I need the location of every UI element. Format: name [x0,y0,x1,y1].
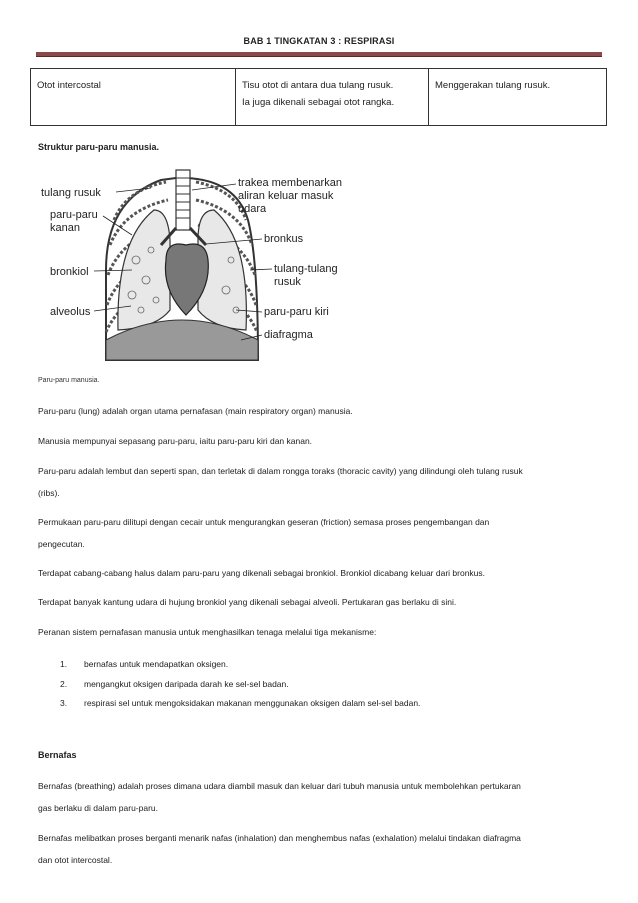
paragraph: Terdapat cabang-cabang halus dalam paru-paru yang dikenali sebagai bronkiol. Bronkiol dicabang keluar dari bronkus. [38,568,486,578]
list-text: mengangkut oksigen daripada darah ke sel-sel badan. [84,679,289,689]
paragraph: Bernafas melibatkan proses berganti menarik nafas (inhalation) dan menghembus nafas (exhalation) melalui tindakan diafragma [38,833,521,843]
paragraph: Manusia mempunyai sepasang paru-paru, iaitu paru-paru kiri dan kanan. [38,436,313,446]
paragraph: pengecutan. [38,539,85,549]
page-header: BAB 1 TINGKATAN 3 : RESPIRASI [243,36,395,46]
list-number: 1. [60,659,68,669]
label-tulang-tulang-rusuk-2: rusuk [274,276,301,288]
lung-diagram [36,160,596,370]
list-item [60,679,289,689]
label-trakea-2: aliran keluar masuk [238,190,334,202]
list-item [60,659,228,669]
section-title-breathing: Bernafas [38,750,77,760]
header-rule [36,52,602,57]
list-item [60,698,420,708]
paragraph: (ribs). [38,488,60,498]
label-diafragma: diafragma [264,329,313,341]
list-number: 3. [60,698,68,708]
paragraph: Bernafas (breathing) adalah proses dimana udara diambil masuk dan keluar dari tubuh manusia untuk membolehkan pertukaran [38,781,521,791]
diagram-caption: Paru-paru manusia. [38,377,100,384]
table-cell-function: Menggerakan tulang rusuk. [429,69,607,126]
paragraph: gas berlaku di dalam paru-paru. [38,803,159,813]
table-cell-part: Otot intercostal [31,69,236,126]
description-line: Ia juga dikenali sebagai otot rangka. [242,97,395,108]
label-bronkus: bronkus [264,233,304,245]
label-tulang-tulang-rusuk: tulang-tulang [274,263,338,275]
label-trakea: trakea membenarkan [238,177,342,189]
paragraph: Terdapat banyak kantung udara di hujung bronkiol yang dikenali sebagai alveoli. Pertukaran gas berlaku di sini. [38,597,457,607]
paragraph: Paru-paru adalah lembut dan seperti span, dan terletak di dalam rongga toraks (thoracic cavity) yang dilindungi oleh tulang rusuk [38,466,523,476]
label-bronkiol: bronkiol [50,266,89,278]
paragraph: Paru-paru (lung) adalah organ utama pernafasan (main respiratory organ) manusia. [38,406,353,416]
respiratory-parts-table [30,68,607,126]
label-paru-paru-kiri: paru-paru kiri [264,306,329,318]
label-paru-paru-kanan-2: kanan [50,222,80,234]
table-row [31,69,607,126]
list-number: 2. [60,679,68,689]
section-title-structure: Struktur paru-paru manusia. [38,142,160,152]
table-cell-description [236,69,429,126]
label-alveolus: alveolus [50,306,91,318]
label-paru-paru-kanan: paru-paru [50,209,98,221]
list-text: respirasi sel untuk mengoksidakan makanan menggunakan oksigen dalam sel-sel badan. [84,698,421,708]
paragraph: dan otot intercostal. [38,855,113,865]
label-tulang-rusuk: tulang rusuk [41,187,101,199]
trachea-shape [176,170,190,230]
label-trakea-3: udara [238,203,267,215]
paragraph: Permukaan paru-paru dilitupi dengan cecair untuk mengurangkan geseran (friction) semasa proses pengembangan dan [38,517,490,527]
list-text: bernafas untuk mendapatkan oksigen. [84,659,229,669]
description-line: Tisu otot di antara dua tulang rusuk. [242,80,394,91]
paragraph: Peranan sistem pernafasan manusia untuk menghasilkan tenaga melalui tiga mekanisme: [38,627,377,637]
